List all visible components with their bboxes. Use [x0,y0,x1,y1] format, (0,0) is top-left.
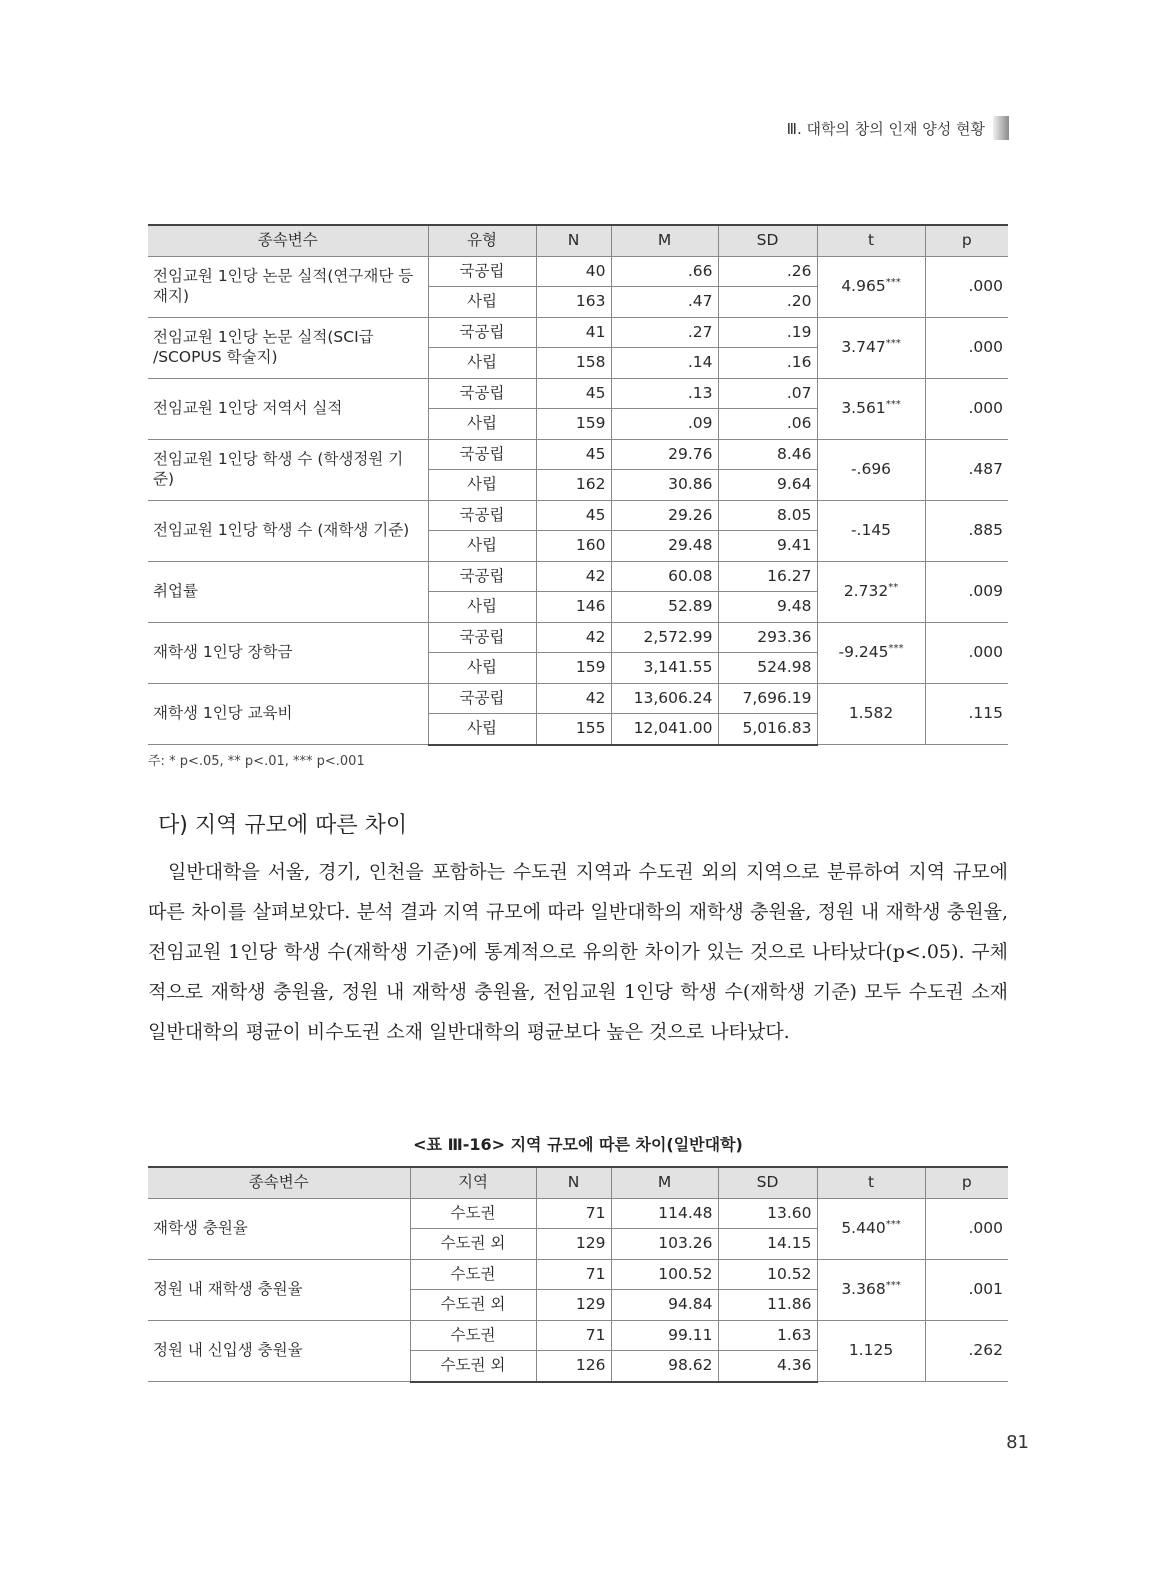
dependent-variable-cell: 전임교원 1인당 학생 수 (학생정원 기준) [148,439,428,500]
n-cell: 126 [536,1351,611,1382]
body-paragraph: 일반대학을 서울, 경기, 인천을 포함하는 수도권 지역과 수도권 외의 지역으로 분류하여 지역 규모에 따른 차이를 살펴보았다. 분석 결과 지역 규모에 따라 일반대학의 재학생 충원율, 정원 내 재학생 충원율, 전임교원 1인당 학생 수(재학생 기준)에 통계적으로 유의한 차이가 있는 것으로 나타났다(p<.05). 구체적으로 재학생 충원율, 정원 내 재학생 충원율, 전임교원 1인당 학생 수(재학생 기준) 모두 수도권 소재 일반대학의 평균이 비수도권 소재 일반대학의 평균보다 높은 것으로 나타났다. [148,861,1008,1043]
mean-cell: 100.52 [611,1259,718,1290]
table-row [148,561,1008,592]
t-value-cell [817,1259,925,1320]
mean-cell: .09 [611,409,718,440]
t-value: 2.732 [843,581,889,600]
sd-cell: 293.36 [718,622,817,653]
n-cell: 155 [536,714,611,745]
group-cell: 국공립 [428,683,536,714]
t-value-cell [817,500,925,561]
group-cell: 사립 [428,348,536,379]
mean-cell: 98.62 [611,1351,718,1382]
p-value-cell: .001 [925,1259,1008,1320]
mean-cell: 29.26 [611,500,718,531]
p-value-cell: .885 [925,500,1008,561]
significance-marker: *** [885,1218,901,1230]
running-header [787,116,1009,140]
table-header-row [148,225,1008,256]
group-cell: 국공립 [428,622,536,653]
n-cell: 45 [536,378,611,409]
n-cell: 41 [536,317,611,348]
t-value-cell [817,378,925,439]
table-row [148,1259,1008,1290]
t-value: 3.747 [841,337,886,356]
n-cell: 159 [536,409,611,440]
mean-cell: 29.48 [611,531,718,562]
n-cell: 45 [536,439,611,470]
sd-cell: 5,016.83 [718,714,817,745]
group-cell: 국공립 [428,317,536,348]
mean-cell: .27 [611,317,718,348]
table-row [148,1320,1008,1351]
column-header: M [611,1167,718,1198]
sd-cell: .07 [718,378,817,409]
t-value: -.696 [850,459,892,478]
sd-cell: 8.46 [718,439,817,470]
mean-cell: 60.08 [611,561,718,592]
mean-cell: 99.11 [611,1320,718,1351]
dependent-variable-cell: 전임교원 1인당 논문 실적(SCI급 /SCOPUS 학술지) [148,317,428,378]
p-value-cell: .009 [925,561,1008,622]
group-cell: 사립 [428,592,536,623]
table-row [148,439,1008,470]
dependent-variable-cell: 재학생 1인당 장학금 [148,622,428,683]
column-header: t [817,1167,925,1198]
table-row [148,500,1008,531]
sd-cell: 8.05 [718,500,817,531]
t-value-cell [817,683,925,745]
section-heading: 다) 지역 규모에 따른 차이 [158,813,408,838]
p-value-cell: .487 [925,439,1008,500]
mean-cell: 52.89 [611,592,718,623]
n-cell: 162 [536,470,611,501]
table-row [148,1198,1008,1229]
column-header: p [925,1167,1008,1198]
group-cell: 수도권 [410,1259,536,1290]
mean-cell: 29.76 [611,439,718,470]
sd-cell: .06 [718,409,817,440]
sd-cell: 7,696.19 [718,683,817,714]
column-header: p [925,225,1008,256]
sd-cell: 16.27 [718,561,817,592]
sd-cell: 13.60 [718,1198,817,1229]
n-cell: 40 [536,256,611,287]
n-cell: 129 [536,1290,611,1321]
t-value: 3.561 [841,398,886,417]
group-cell: 사립 [428,531,536,562]
n-cell: 71 [536,1259,611,1290]
sd-cell: 1.63 [718,1320,817,1351]
p-value-cell: .000 [925,1198,1008,1259]
dependent-variable-cell: 재학생 충원율 [148,1198,410,1259]
p-value-cell: .000 [925,622,1008,683]
t-value: -9.245 [838,642,889,661]
significance-marker: ** [888,581,899,593]
significance-marker: *** [885,337,901,349]
significance-marker: *** [885,1279,901,1291]
n-cell: 42 [536,561,611,592]
t-value-cell [817,439,925,500]
column-header: 종속변수 [148,1167,410,1198]
p-value-cell: .000 [925,378,1008,439]
dependent-variable-cell: 전임교원 1인당 저역서 실적 [148,378,428,439]
sd-cell: 524.98 [718,653,817,684]
table-row [148,683,1008,714]
dependent-variable-cell: 재학생 1인당 교육비 [148,683,428,745]
p-value-cell: .115 [925,683,1008,745]
t-value: 1.125 [848,1341,894,1360]
mean-cell: 30.86 [611,470,718,501]
mean-cell: .66 [611,256,718,287]
t-value-cell [817,561,925,622]
sd-cell: 9.41 [718,531,817,562]
table-region-comparison [148,1166,1008,1383]
significance-marker: *** [888,642,904,654]
sd-cell: 11.86 [718,1290,817,1321]
sd-cell: 9.64 [718,470,817,501]
sd-cell: .16 [718,348,817,379]
column-header: 종속변수 [148,225,428,256]
column-header: N [536,1167,611,1198]
sd-cell: 9.48 [718,592,817,623]
group-cell: 수도권 외 [410,1351,536,1382]
n-cell: 158 [536,348,611,379]
t-value-cell [817,256,925,317]
n-cell: 159 [536,653,611,684]
header-tab-marker [993,116,1009,140]
sd-cell: 4.36 [718,1351,817,1382]
table-row [148,622,1008,653]
sd-cell: .19 [718,317,817,348]
p-value-cell: .262 [925,1320,1008,1382]
n-cell: 71 [536,1320,611,1351]
column-header: M [611,225,718,256]
group-cell: 수도권 외 [410,1290,536,1321]
t-value: 5.440 [841,1218,886,1237]
t-value-cell [817,622,925,683]
mean-cell: 114.48 [611,1198,718,1229]
table-row [148,378,1008,409]
group-cell: 수도권 [410,1198,536,1229]
column-header: t [817,225,925,256]
dependent-variable-cell: 취업률 [148,561,428,622]
table-row [148,317,1008,348]
column-header: N [536,225,611,256]
p-value-cell: .000 [925,256,1008,317]
table-header-row [148,1167,1008,1198]
mean-cell: .14 [611,348,718,379]
column-header: SD [718,225,817,256]
table-univ-type-comparison [148,224,1008,746]
dependent-variable-cell: 전임교원 1인당 논문 실적(연구재단 등재지) [148,256,428,317]
significance-marker: *** [885,276,901,288]
t-value-cell [817,317,925,378]
mean-cell: .47 [611,287,718,318]
group-cell: 국공립 [428,378,536,409]
n-cell: 160 [536,531,611,562]
mean-cell: 12,041.00 [611,714,718,745]
group-cell: 수도권 외 [410,1229,536,1260]
page-number: 81 [1006,1432,1029,1453]
t-value: 1.582 [848,704,894,723]
dependent-variable-cell: 정원 내 신입생 충원율 [148,1320,410,1382]
group-cell: 수도권 [410,1320,536,1351]
group-cell: 사립 [428,653,536,684]
dependent-variable-cell: 정원 내 재학생 충원율 [148,1259,410,1320]
sd-cell: 10.52 [718,1259,817,1290]
dependent-variable-cell: 전임교원 1인당 학생 수 (재학생 기준) [148,500,428,561]
mean-cell: 94.84 [611,1290,718,1321]
n-cell: 42 [536,622,611,653]
column-header: SD [718,1167,817,1198]
sd-cell: .20 [718,287,817,318]
column-header: 유형 [428,225,536,256]
n-cell: 146 [536,592,611,623]
group-cell: 사립 [428,287,536,318]
mean-cell: 103.26 [611,1229,718,1260]
group-cell: 국공립 [428,500,536,531]
table-caption: <표 Ⅲ-16> 지역 규모에 따른 차이(일반대학) [413,1135,743,1154]
group-cell: 국공립 [428,256,536,287]
n-cell: 42 [536,683,611,714]
t-value-cell [817,1198,925,1259]
t-value-cell [817,1320,925,1382]
group-cell: 사립 [428,714,536,745]
n-cell: 129 [536,1229,611,1260]
t-value: -.145 [850,520,892,539]
mean-cell: 13,606.24 [611,683,718,714]
table-row [148,256,1008,287]
mean-cell: 2,572.99 [611,622,718,653]
group-cell: 국공립 [428,439,536,470]
group-cell: 사립 [428,470,536,501]
mean-cell: 3,141.55 [611,653,718,684]
mean-cell: .13 [611,378,718,409]
sd-cell: 14.15 [718,1229,817,1260]
group-cell: 국공립 [428,561,536,592]
table-note: 주: * p<.05, ** p<.01, *** p<.001 [148,754,365,769]
group-cell: 사립 [428,409,536,440]
t-value: 3.368 [841,1279,886,1298]
sd-cell: .26 [718,256,817,287]
n-cell: 45 [536,500,611,531]
t-value: 4.965 [841,276,886,295]
n-cell: 163 [536,287,611,318]
p-value-cell: .000 [925,317,1008,378]
running-header-title: Ⅲ. 대학의 창의 인재 양성 현황 [786,119,985,138]
column-header: 지역 [410,1167,536,1198]
n-cell: 71 [536,1198,611,1229]
significance-marker: *** [885,398,901,410]
